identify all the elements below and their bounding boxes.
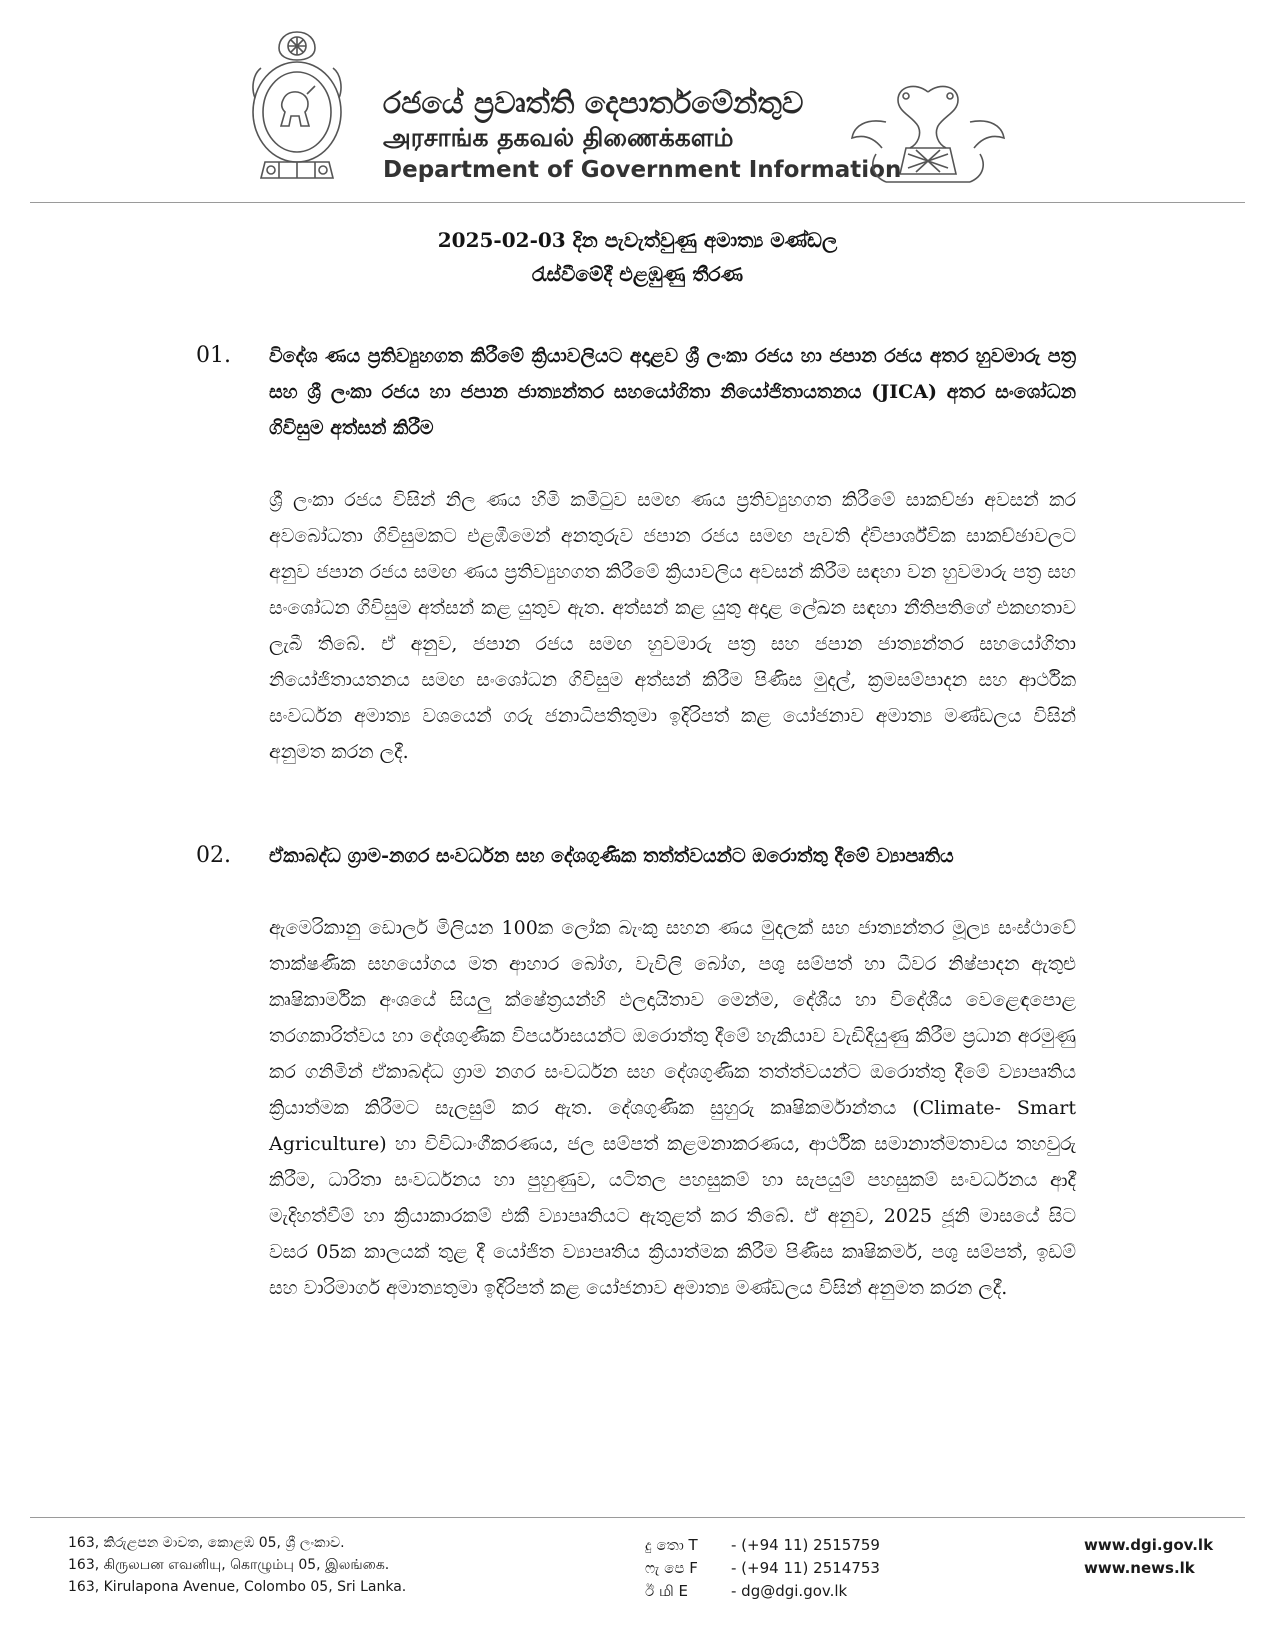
contact-label: දු තො T	[645, 1536, 698, 1554]
swan-emblem-icon	[846, 78, 1010, 190]
contact-fax	[645, 1557, 880, 1580]
department-name-tamil: அரசாங்க தகவல் திணைக்களம்	[383, 123, 734, 152]
contact-value: - dg@dgi.gov.lk	[731, 1582, 848, 1600]
decision-body: ඇමෙරිකානු ඩොලර් මිලියන 100ක ලෝක බැංකු සහන ණය මුදලක් සහ ජාත්‍යන්තර මූල්‍ය සංස්ථාවේ තාක්ෂණික සහයෝගය මත ආහාර බෝග, වැවිලි බෝග, පශු සම්පත් හා ධීවර නිෂ්පාදන ඇතුළු කෘෂිකාර්මික අංශයේ සියලු ක්ෂේත්‍රයන්හි ඵලදායිතාව මෙන්ම, දේශීය හා විදේශීය වෙළෙඳපොළ තරගකාරිත්වය හා දේශගුණික විපර්යාසයන්ට ඔරොත්තු දීමේ හැකියාව වැඩිදියුණු කිරීම ප්‍රධාන අරමුණු කර ගනිමින් ඒකාබද්ධ ග්‍රාම නගර සංවර්ධන සහ දේශගුණික තත්ත්වයන්ට ඔරොත්තු දීමේ ව්‍යාපෘතිය ක්‍රියාත්මක කිරීමට සැලසුම් කර ඇත. දේශගුණික සුහුරු කෘෂිකර්මාන්තය (Climate- Smart Agriculture) හා විවිධාංගීකරණය, ජල සම්පත් කළමනාකරණය, ආර්ථික සමානාත්මතාවය තහවුරු කිරීම, ධාරිතා සංවර්ධනය හා පුහුණුව, යටිතල පහසුකම් හා සැපයුම් පහසුකම් සංවර්ධනය ආදී මැදිහත්වීම් හා ක්‍රියාකාරකම් එකී ව්‍යාපෘතියට ඇතුළත් කර තිබේ. ඒ අනුව, 2025 ජූනි මාසයේ සිට වසර 05ක කාලයක් තුළ දී යෝජිත ව්‍යාපෘතිය ක්‍රියාත්මක කිරීම පිණිස කෘෂිකර්ම, පශු සම්පත්, ඉඩම් සහ වාරිමාර්ග අමාත්‍යතුමා ඉදිරිපත් කළ යෝජනාව අමාත්‍ය මණ්ඩලය විසින් අනුමත කරන ලදී.	[269, 917, 1076, 1299]
footer-divider	[30, 1517, 1245, 1518]
address-tamil: 163, கிருலபன எவனியு, கொழும்பு 05, இலங்கை.	[68, 1557, 390, 1573]
contact-label: ෆැ පෙ F	[645, 1559, 698, 1577]
document-title	[250, 223, 1025, 291]
footer-websites	[1084, 1534, 1213, 1580]
department-name-english: Department of Government Information	[383, 157, 902, 183]
contact-value: - (+94 11) 2515759	[731, 1536, 880, 1554]
contact-value: - (+94 11) 2514753	[731, 1559, 880, 1577]
decision-body: ශ්‍රී ලංකා රජය විසින් නිල ණය හිමි කමිටුව සමඟ ණය ප්‍රතිව්‍යුහගත කිරීමේ සාකච්ඡා අවසන් කර අවබෝධතා ගිවිසුමකට එළඹීමෙන් අනතුරුව ජපාන රජය සමඟ පැවති ද්විපාර්ශ්වික සාකච්ඡාවලට අනුව ජපාන රජය සමඟ ණය ප්‍රතිව්‍යුහගත කිරීමේ ක්‍රියාවලිය අවසන් කිරීම සඳහා වන හුවමාරු පත්‍ර සහ සංශෝධන ගිවිසුම අත්සන් කළ යුතුව ඇත. අත්සන් කළ යුතු අදාළ ලේඛන සඳහා නීතිපතිගේ එකඟතාව ලැබී තිබේ. ඒ අනුව, ජපාන රජය සමඟ හුවමාරු පත්‍ර සහ ජපාන ජාත්‍යන්තර සහයෝගිතා නියෝජිතායතනය සමඟ සංශෝධන ගිවිසුම අත්සන් කිරීම පිණිස මුදල්, ක්‍රමසම්පාදන සහ ආර්ථික සංවර්ධන අමාත්‍ය වශයෙන් ගරු ජනාධිපතිතුමා ඉදිරිපත් කළ යෝජනාව අමාත්‍ය මණ්ඩලය විසින් අනුමත කරන ලදී.	[269, 489, 1076, 763]
decision-heading: විදේශ ණය ප්‍රතිව්‍යුහගත කිරීමේ ක්‍රියාවලියට අදාළව ශ්‍රී ලංකා රජය හා ජපාන රජය අතර හුවමාරු පත්‍ර සහ ශ්‍රී ලංකා රජය හා ජපාන ජාත්‍යන්තර සහයෝගිතා නියෝජිතායතනය (JICA) අතර සංශෝධන ගිවිසුම අත්සන් කිරීම	[269, 345, 1076, 439]
document-title-line-1: 2025-02-03 දින පැවැත්වුණු අමාත්‍ය මණ්ඩල	[437, 228, 838, 252]
header-divider	[30, 202, 1245, 203]
document-title-line-2: රැස්වීමේදී එළඹුණු තීරණ	[531, 262, 744, 286]
website-link-news[interactable]: www.news.lk	[1084, 1559, 1195, 1577]
department-name-sinhala: රජයේ ප්‍රවෘත්ති දෙපාර්තමේන්තුව	[383, 86, 804, 121]
emblem-icon	[249, 28, 345, 188]
decision-number: 02.	[196, 843, 231, 868]
decision-item-2	[196, 838, 1076, 1306]
decision-number: 01.	[196, 343, 231, 368]
contact-label: ඊ மி E	[645, 1582, 689, 1600]
address-english: 163, Kirulapona Avenue, Colombo 05, Sri Lanka.	[68, 1579, 407, 1595]
decision-heading: ඒකාබද්ධ ග්‍රාම-නගර සංවර්ධන සහ දේශගුණික තත්ත්වයන්ට ඔරොත්තු දීමේ ව්‍යාපෘතිය	[269, 845, 954, 867]
swan-emblem	[846, 78, 1010, 190]
contact-telephone	[645, 1534, 880, 1557]
footer-address	[68, 1532, 406, 1598]
footer-contact	[645, 1534, 880, 1603]
address-sinhala: 163, කිරුළපන මාවත, කොළඹ 05, ශ්‍රී ලංකාව.	[68, 1535, 345, 1551]
decision-item-1	[196, 338, 1076, 770]
website-link-dgi[interactable]: www.dgi.gov.lk	[1084, 1536, 1214, 1554]
national-emblem-seal	[249, 28, 345, 188]
contact-email	[645, 1580, 880, 1603]
department-names	[383, 86, 901, 186]
